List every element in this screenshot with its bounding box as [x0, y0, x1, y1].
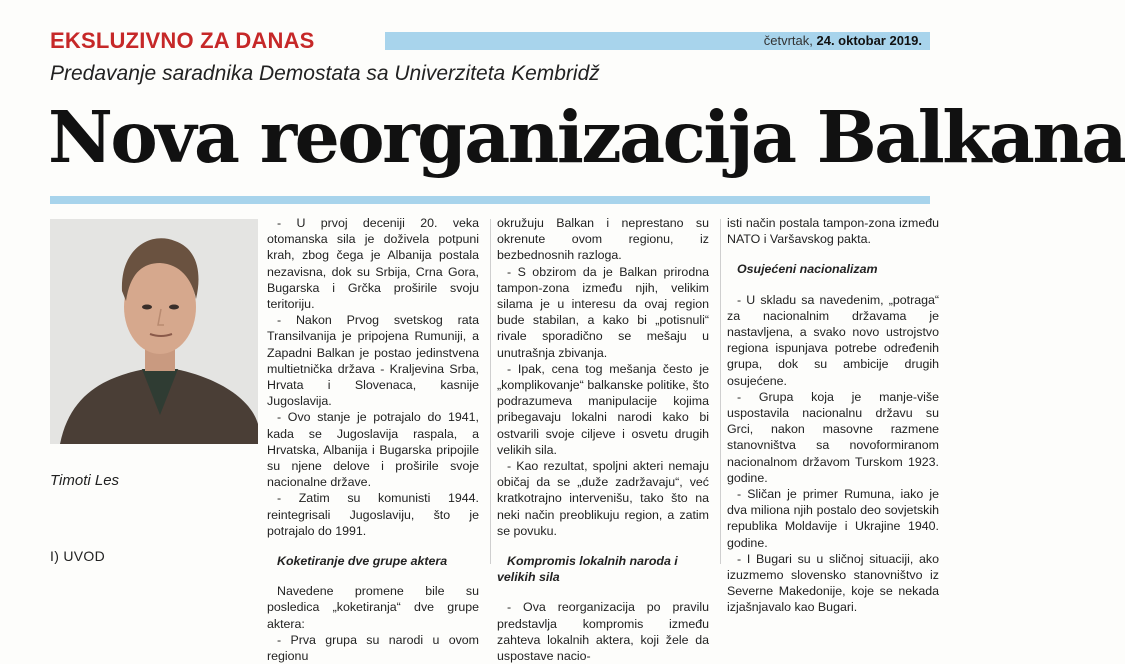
- article-column-2: [497, 215, 709, 664]
- section-label: I) UVOD: [50, 548, 105, 564]
- photo-caption: Timoti Les: [50, 472, 120, 489]
- subheading: Koketiranje dve grupe aktera: [277, 554, 448, 569]
- portrait-illustration: [50, 219, 258, 444]
- paragraph: okružuju Balkan i neprestano su okrenute ovom regionu, iz bezbednosnih razloga.: [497, 216, 709, 263]
- paragraph: isti način postala tampon-zona između NATO i Varšavskog pakta.: [727, 216, 939, 247]
- subtitle: Predavanje saradnika Demostata sa Univerziteta Kembridž: [50, 62, 600, 85]
- paragraph: - U skladu sa navedenim, „potraga“ za nacionalnim državama je nastavljena, a svako novo ustrojstvo regiona ispunjava potrebe određenih grupa, dok su ambicije drugih osujećene.: [727, 292, 939, 388]
- paragraph: Navedene promene bile su posledica „koketiranja“ dve grupe aktera:: [267, 584, 479, 631]
- paragraph: - Kao rezultat, spoljni akteri nemaju običaj da se „duže zadržavaju“, već kratkotrajno intervenišu, tako što na neki način preoblikuju region, a zatim se povuku.: [497, 459, 709, 538]
- subheading: Kompromis lokalnih naroda i velikih sila: [497, 554, 678, 585]
- paragraph: - Ovo stanje je potrajalo do 1941, kada se Jugoslavija raspala, a Hrvatska, Albanija i Bugarska pripojile su njene delove i proširile svoje nacionalne države.: [267, 410, 479, 490]
- date-day: 24. oktobar 2019.: [816, 33, 922, 48]
- date-weekday: četvrtak,: [763, 33, 813, 48]
- article-column-3: [727, 215, 939, 616]
- column-rule: [720, 219, 721, 564]
- column-rule: [490, 219, 491, 564]
- kicker: EKSLUZIVNO ZA DANAS: [50, 28, 315, 53]
- paragraph: - Nakon Prvog svetskog rata Transilvanija je pripojena Rumuniji, a Zapadni Balkan je postao jedinstvena multietnička država - Kraljevina Srba, Hrvata i Slovenaca, kasnije Jugoslavija.: [267, 313, 479, 409]
- separator-bar: [50, 196, 930, 204]
- headline: Nova reorganizacija Balkana: [48, 95, 1125, 179]
- paragraph: - U prvoj deceniji 20. veka otomanska sila je doživela potpuni krah, zbog čega je Albanija postala nezavisna, dok su Srbija, Crna Gora, Bugarska i Grčka proširile svoju teritoriju.: [267, 216, 479, 312]
- subheading: Osujećeni nacionalizam: [737, 262, 878, 277]
- article-column-1: [267, 215, 479, 664]
- paragraph: - Ova reorganizacija po pravilu predstavlja kompromis između zahteva lokalnih aktera, koji žele da uspostave nacio-: [497, 600, 709, 664]
- paragraph: - Prva grupa su narodi u ovom regionu: [267, 632, 479, 664]
- author-photo: [50, 219, 258, 444]
- paragraph: - Ipak, cena tog mešanja često je „komplikovanje“ balkanske politike, što podrazumeva manipulacije kojima pribegavaju lokalni narodi kako bi ostvarili svoje ciljeve i osvetu drugih velikih sila.: [497, 361, 709, 457]
- issue-date: [764, 33, 922, 48]
- paragraph: - Sličan je primer Rumuna, iako je dva miliona njih postalo deo sovjetskih republika Moldavije i Ukrajine 1940. godine.: [727, 487, 939, 550]
- paragraph: - Grupa koja je manje-više uspostavila nacionalnu državu su Grci, nakon masovne razmene stanovništva sa novoformiranom nacionalnom državom Turskom 1923. godine.: [727, 389, 939, 485]
- paragraph: - Zatim su komunisti 1944. reintegrisali Jugoslaviju, što je potrajalo do 1991.: [267, 491, 479, 538]
- paragraph: - S obzirom da je Balkan prirodna tampon-zona između njih, velikim silama je u interesu da ovaj region bude stabilan, a kako bi „potisnuli“ rivale sporadično se mešaju u unutrašnja zbivanja.: [497, 264, 709, 360]
- paragraph: - I Bugari su u sličnoj situaciji, ako izuzmemo slovensko stanovništvo iz Severne Makedonije, koje se nekada izjašnjavalo kao Bugari.: [727, 551, 939, 615]
